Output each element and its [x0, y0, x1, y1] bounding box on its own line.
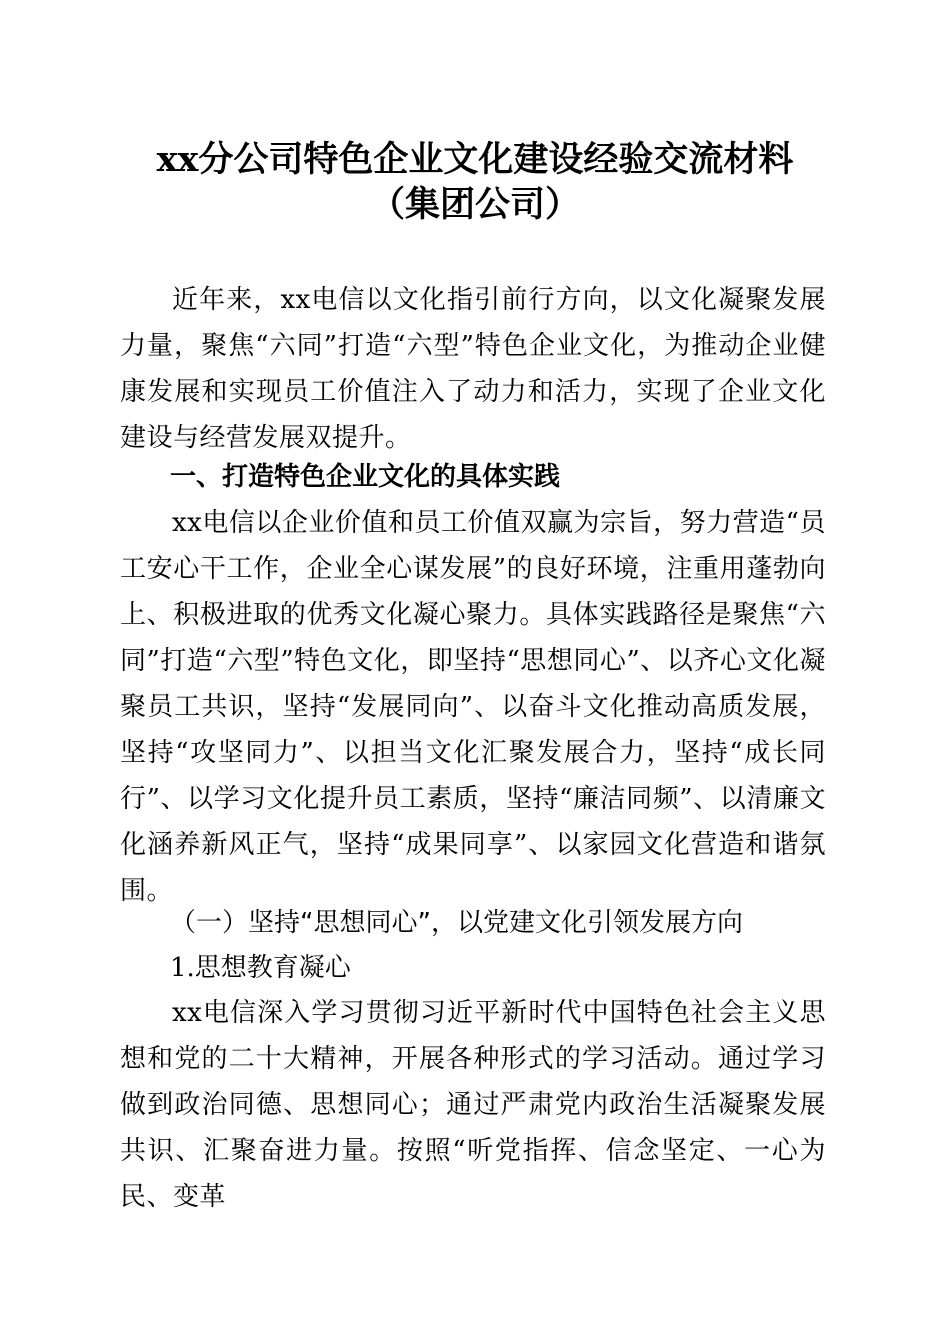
ideology-paragraph: xx电信深入学习贯彻习近平新时代中国特色社会主义思想和党的二十大精神，开展各种形式的学习活动。通过学习做到政治同德、思想同心；通过严肃党内政治生活凝聚发展共识、汇聚奋进力量。按照“听党指挥、信念坚定、一心为民、变革 [120, 998, 826, 1212]
document-title: xx分公司特色企业文化建设经验交流材料 [156, 139, 794, 180]
practice-paragraph: xx电信以企业价值和员工价值双赢为宗旨，努力营造“员工安心干工作，企业全心谋发展”的良好环境，注重用蓬勃向上、积极进取的优秀文化凝心聚力。具体实践路径是聚焦“六同”打造“六型”特色文化，即坚持“思想同心”、以齐心文化凝聚员工共识，坚持“发展同向”、以奋斗文化推动高质发展，坚持“攻坚同力”、以担当文化汇聚发展合力，坚持“成长同行”、以学习文化提升员工素质，坚持“廉洁同频”、以清廉文化涵养新风正气，坚持“成果同享”、以家园文化营造和谐氛围。 [120, 508, 826, 906]
subsection-heading-1: （一）坚持“思想同心”，以党建文化引领发展方向 [170, 908, 743, 938]
document-subtitle: （集团公司） [369, 184, 580, 225]
item-heading-1: 1.思想教育凝心 [170, 953, 351, 983]
section-heading-1: 一、打造特色企业文化的具体实践 [170, 462, 561, 492]
intro-paragraph: 近年来，xx电信以文化指引前行方向，以文化凝聚发展力量，聚焦“六同”打造“六型”特色企业文化，为推动企业健康发展和实现员工价值注入了动力和活力，实现了企业文化建设与经营发展双提升。 [120, 285, 826, 453]
